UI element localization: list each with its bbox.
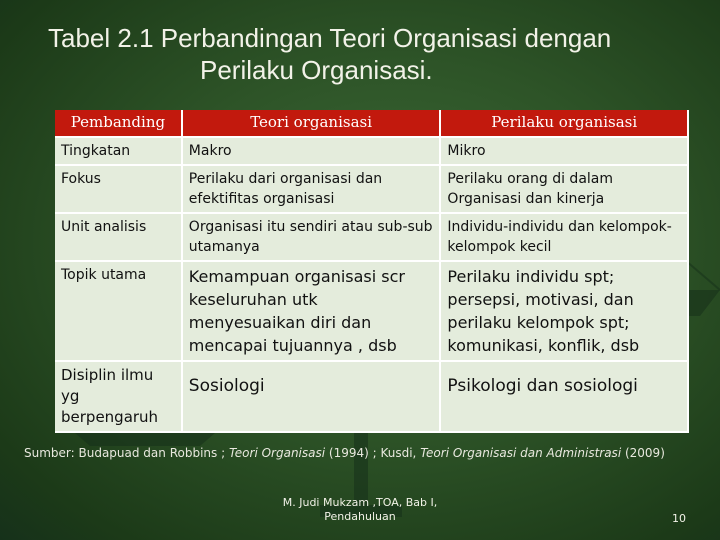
source-mid: (1994) ; Kusdi, bbox=[325, 446, 421, 460]
footer-line-2: Pendahuluan bbox=[324, 510, 396, 523]
row-label: Unit analisis bbox=[55, 214, 183, 262]
perilaku-cell: Perilaku individu spt; persepsi, motivasi, dan perilaku kelompok spt; komunikasi, konflik, dsb bbox=[441, 262, 689, 362]
row-label: Tingkatan bbox=[55, 138, 183, 166]
footer-line-1: M. Judi Mukzam ,TOA, Bab I, bbox=[282, 496, 438, 509]
source-prefix: Sumber: Budapuad dan Robbins ; bbox=[24, 446, 229, 460]
header-teori-organisasi: Teori organisasi bbox=[183, 110, 442, 138]
perilaku-cell: Perilaku orang di dalam Organisasi dan kinerja bbox=[441, 166, 689, 214]
perilaku-cell: Individu-individu dan kelompok-kelompok kecil bbox=[441, 214, 689, 262]
page-number: 10 bbox=[672, 512, 686, 525]
row-label: Topik utama bbox=[55, 262, 183, 362]
perilaku-cell: Mikro bbox=[441, 138, 689, 166]
teori-cell: Makro bbox=[183, 138, 442, 166]
perilaku-cell: Psikologi dan sosiologi bbox=[441, 362, 689, 433]
table-row bbox=[55, 166, 689, 214]
teori-cell: Organisasi itu sendiri atau sub-sub utamanya bbox=[183, 214, 442, 262]
source-citation bbox=[24, 446, 665, 460]
table-row bbox=[55, 362, 689, 433]
source-suffix: (2009) bbox=[621, 446, 665, 460]
teori-cell: Perilaku dari organisasi dan efektifitas organisasi bbox=[183, 166, 442, 214]
table-row bbox=[55, 214, 689, 262]
source-ref-1: Teori Organisasi bbox=[228, 446, 326, 460]
teori-cell: Kemampuan organisasi scr keseluruhan utk menyesuaikan diri dan mencapai tujuannya , dsb bbox=[183, 262, 442, 362]
header-perilaku-organisasi: Perilaku organisasi bbox=[441, 110, 689, 138]
row-label: Fokus bbox=[55, 166, 183, 214]
title-line-1: Tabel 2.1 Perbandingan Teori Organisasi dengan bbox=[48, 23, 612, 53]
table-row bbox=[55, 138, 689, 166]
title-line-2: Perilaku Organisasi. bbox=[200, 55, 433, 85]
table-row bbox=[55, 262, 689, 362]
teori-cell: Sosiologi bbox=[183, 362, 442, 433]
source-ref-2: Teori Organisasi dan Administrasi bbox=[420, 446, 622, 460]
comparison-table bbox=[55, 110, 689, 433]
table-header-row bbox=[55, 110, 689, 138]
slide-title bbox=[0, 22, 720, 86]
header-pembanding: Pembanding bbox=[55, 110, 183, 138]
row-label: Disiplin ilmu yg berpengaruh bbox=[55, 362, 183, 433]
slide-footer bbox=[274, 496, 446, 524]
